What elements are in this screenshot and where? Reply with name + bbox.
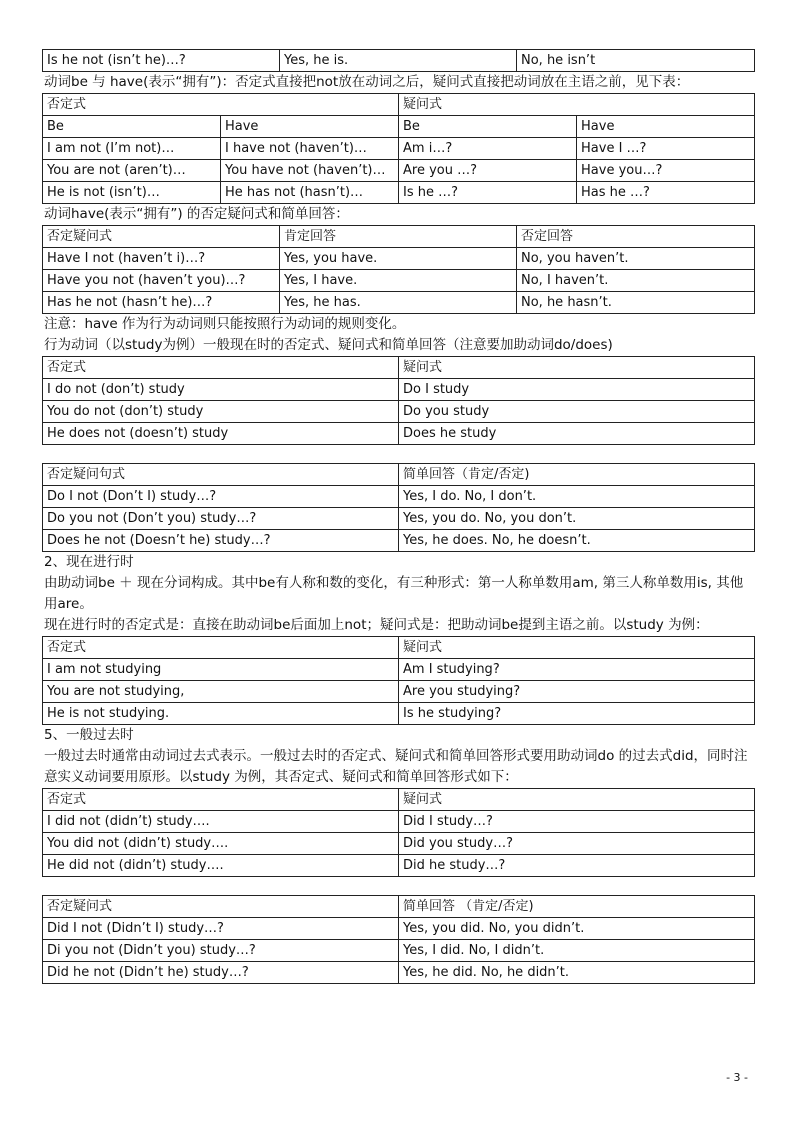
table-cell: He does not (doesn’t) study: [43, 423, 399, 445]
table-header-cell: 疑问式: [399, 357, 755, 379]
table-row: [43, 138, 755, 160]
table-row: [43, 401, 755, 423]
table-cell: Have I …?: [577, 138, 755, 160]
table-row: [43, 530, 755, 552]
table-cell: Have I not (haven’t i)…?: [43, 248, 280, 270]
table-present-continuous: [42, 636, 755, 725]
section-heading-simple-past: 5、一般过去时: [44, 727, 134, 743]
page-number: - 3 -: [726, 1071, 748, 1084]
table-row: [43, 379, 755, 401]
table-header-cell: 否定式: [43, 94, 399, 116]
table-cell: Did I study…?: [399, 811, 755, 833]
table-cell: Do you study: [399, 401, 755, 423]
document-page: [42, 49, 754, 984]
table-row: [43, 811, 755, 833]
table-cell: Have you…?: [577, 160, 755, 182]
table-cell: Did he not (Didn’t he) study…?: [43, 962, 399, 984]
table-header-row: [43, 226, 755, 248]
table-cell: Did he study…?: [399, 855, 755, 877]
table-row: [43, 160, 755, 182]
section-heading-present-continuous: 2、现在进行时: [44, 554, 134, 570]
table-row: [43, 50, 755, 72]
table-cell: He is not (isn’t)…: [43, 182, 221, 204]
table-header-cell: 否定式: [43, 637, 399, 659]
table-cell: He did not (didn’t) study….: [43, 855, 399, 877]
table-header-cell: 否定疑问句式: [43, 464, 399, 486]
table-cell: Did I not (Didn’t I) study…?: [43, 918, 399, 940]
table-cell: Are you studying?: [399, 681, 755, 703]
table-header-cell: 否定式: [43, 357, 399, 379]
table-cell: Yes, I do. No, I don’t.: [399, 486, 755, 508]
table-row: [43, 703, 755, 725]
table-row: [43, 508, 755, 530]
table-header-cell: 疑问式: [399, 94, 755, 116]
table-cell: You did not (didn’t) study….: [43, 833, 399, 855]
table-header-cell: 疑问式: [399, 789, 755, 811]
table-cell: No, you haven’t.: [517, 248, 755, 270]
table-cell: Yes, I have.: [280, 270, 517, 292]
table-row: [43, 940, 755, 962]
table-cell: Yes, you did. No, you didn’t.: [399, 918, 755, 940]
table-cell: I did not (didn’t) study….: [43, 811, 399, 833]
table-row: [43, 962, 755, 984]
table-simple-past: [42, 788, 755, 877]
table-cell: Has he …?: [577, 182, 755, 204]
table-cell: Do I study: [399, 379, 755, 401]
table-cell: Are you …?: [399, 160, 577, 182]
table-header-cell: Be: [399, 116, 577, 138]
table-header-row: [43, 637, 755, 659]
table-cell: Yes, he does. No, he doesn’t.: [399, 530, 755, 552]
table-header-cell: 否定疑问式: [43, 896, 399, 918]
spacer: [42, 877, 754, 895]
table-cell: I am not (I’m not)…: [43, 138, 221, 160]
table-cell: Does he not (Doesn’t he) study…?: [43, 530, 399, 552]
table-header-row: [43, 94, 755, 116]
table-study-present-answers: [42, 463, 755, 552]
table-cell: Is he studying?: [399, 703, 755, 725]
table-cell: You do not (don’t) study: [43, 401, 399, 423]
paragraph-present-continuous-negative: 现在进行时的否定式是：直接在助动词be后面加上not；疑问式是：把助动词be提到主语之前。以study 为例：: [44, 617, 709, 633]
table-row: [43, 918, 755, 940]
table-simple-past-answers: [42, 895, 755, 984]
table-cell: Di you not (Didn’t you) study…?: [43, 940, 399, 962]
table-header-row: [43, 357, 755, 379]
table-row: [43, 681, 755, 703]
table-cell: Am i…?: [399, 138, 577, 160]
table-header-cell: 简单回答（肯定/否定): [399, 464, 755, 486]
table-header-cell: 否定回答: [517, 226, 755, 248]
table-row: [43, 855, 755, 877]
table-row: [43, 292, 755, 314]
table-cell: Yes, he is.: [280, 50, 517, 72]
table-cell: You are not studying,: [43, 681, 399, 703]
table-header-cell: 否定式: [43, 789, 399, 811]
table-cell: Has he not (hasn’t he)…?: [43, 292, 280, 314]
table-header-cell: Be: [43, 116, 221, 138]
table-row: [43, 182, 755, 204]
table-cell: I do not (don’t) study: [43, 379, 399, 401]
table-row: [43, 248, 755, 270]
table-row: [43, 270, 755, 292]
table-study-present: [42, 356, 755, 445]
table-cell: Is he not (isn’t he)…?: [43, 50, 280, 72]
table-cell: He is not studying.: [43, 703, 399, 725]
table-row: [43, 423, 755, 445]
paragraph-present-continuous-form: 由助动词be ＋ 现在分词构成。其中be有人称和数的变化，有三种形式：第一人称单数用am, 第三人称单数用is, 其他用are。: [44, 575, 744, 612]
table-header-row: [43, 789, 755, 811]
table-header-row: [43, 896, 755, 918]
table-cell: Yes, he has.: [280, 292, 517, 314]
table-cell: No, he hasn’t.: [517, 292, 755, 314]
table-cell: Yes, you do. No, you don’t.: [399, 508, 755, 530]
table-cell: Yes, I did. No, I didn’t.: [399, 940, 755, 962]
table-header-cell: Have: [577, 116, 755, 138]
table-header-cell: 否定疑问式: [43, 226, 280, 248]
table-cell: I have not (haven’t)…: [221, 138, 399, 160]
table-cell: You have not (haven’t)…: [221, 160, 399, 182]
paragraph-simple-past: 一般过去时通常由动词过去式表示。一般过去时的否定式、疑问式和简单回答形式要用助动词do 的过去式did，同时注意实义动词要用原形。以study 为例，其否定式、疑问式和简单回答形式如下：: [44, 748, 748, 785]
table-be-have-forms: [42, 93, 755, 204]
table-header-cell: 疑问式: [399, 637, 755, 659]
table-cell: Is he …?: [399, 182, 577, 204]
table-cell: Did you study…?: [399, 833, 755, 855]
paragraph-study-present: 行为动词（以study为例）一般现在时的否定式、疑问式和简单回答（注意要加助动词do/does): [44, 337, 613, 353]
table-cell: No, I haven’t.: [517, 270, 755, 292]
table-be-negative-question-continued: [42, 49, 755, 72]
table-subheader-row: [43, 116, 755, 138]
table-row: [43, 659, 755, 681]
table-cell: Yes, you have.: [280, 248, 517, 270]
table-header-cell: 简单回答 （肯定/否定): [399, 896, 755, 918]
table-row: [43, 486, 755, 508]
table-cell: I am not studying: [43, 659, 399, 681]
table-cell: Does he study: [399, 423, 755, 445]
paragraph-note-have: 注意：have 作为行为动词则只能按照行为动词的规则变化。: [44, 316, 406, 332]
table-cell: He has not (hasn’t)…: [221, 182, 399, 204]
table-header-row: [43, 464, 755, 486]
paragraph-have-negative-question: 动词have(表示“拥有”) 的否定疑问式和简单回答：: [44, 206, 349, 222]
table-cell: Do I not (Don’t I) study…?: [43, 486, 399, 508]
paragraph-be-have-intro: 动词be 与 have(表示“拥有”)：否定式直接把not放在动词之后，疑问式直接把动词放在主语之前，见下表：: [44, 74, 690, 90]
table-cell: Yes, he did. No, he didn’t.: [399, 962, 755, 984]
table-cell: You are not (aren’t)…: [43, 160, 221, 182]
table-cell: No, he isn’t: [517, 50, 755, 72]
table-header-cell: 肯定回答: [280, 226, 517, 248]
table-cell: Am I studying?: [399, 659, 755, 681]
spacer: [42, 445, 754, 463]
table-row: [43, 833, 755, 855]
table-cell: Do you not (Don’t you) study…?: [43, 508, 399, 530]
table-have-answers: [42, 225, 755, 314]
table-header-cell: Have: [221, 116, 399, 138]
table-cell: Have you not (haven’t you)…?: [43, 270, 280, 292]
